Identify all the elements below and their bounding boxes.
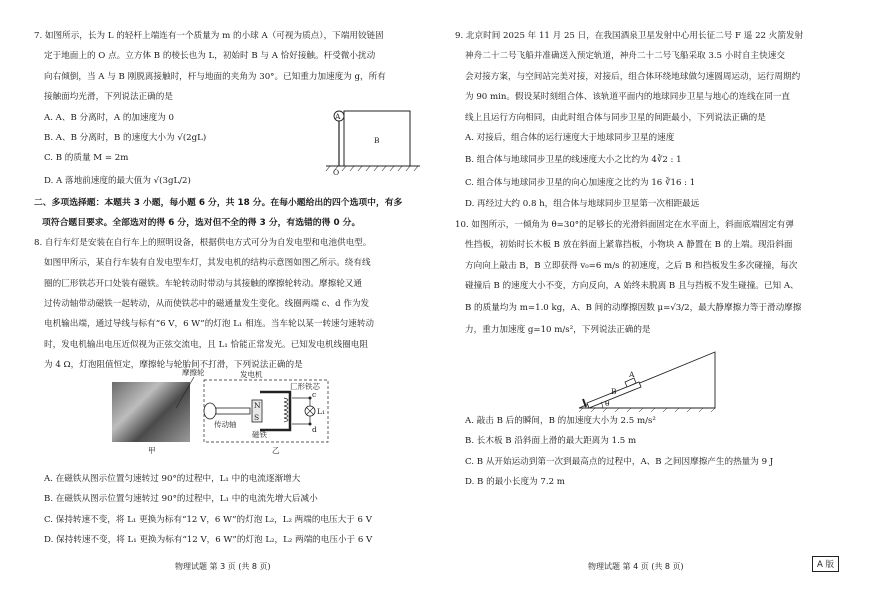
- q9-stem-line: 为 90 min。假设某时刻组合体、该轨道平面内的地球同步卫星与地心的连线在同一直: [465, 92, 791, 103]
- q9-stem-line: 9. 北京时间 2025 年 11 月 25 日，在我国酒泉卫星发射中心用长征二号 F 遥 22 火箭发射: [455, 31, 804, 41]
- q8-option-b: B. 在磁铁从图示位置匀速转过 90°的过程中，L₁ 中的电流先增大后减小: [44, 494, 318, 505]
- q7-option-a: A. A、B 分离时，A 的加速度为 0: [44, 112, 174, 123]
- q8-stem-line: 为 4 Ω，灯泡阻值恒定，摩擦轮与轮胎间不打滑，下列说法正确的是: [44, 360, 303, 371]
- q8-stem-line: 过传动轴带动磁铁一起转动，从而使铁芯中的磁通量发生变化。线圈两端 c、d 作为发: [44, 299, 370, 310]
- q8-stem-line: 圈的匚形铁芯开口处装有磁铁。车轮转动时带动与其接触的摩擦轮转动。摩擦轮又通: [44, 278, 362, 289]
- label-n-pole: N: [254, 401, 261, 410]
- q8-stem-line: 8. 自行车灯是安装在自行车上的照明设备，根据供电方式可分为自发电型和电池供电型。: [34, 237, 372, 248]
- q10-option-c: C. B 从开始运动到第一次到最高点的过程中，A、B 之间因摩擦产生的热量为 9 J: [465, 456, 774, 467]
- q7-option-b: B. A、B 分离时，B 的速度大小为 √(2gL): [44, 133, 207, 144]
- right-page: [455, 26, 847, 493]
- label-shaft: 传动轴: [214, 420, 237, 429]
- section-2-line: 二、多项选择题：本题共 3 小题，每小题 6 分，共 18 分。在每小题给出的四个选项中，有多: [34, 197, 403, 208]
- q7-stem-line: 接触面均光滑，下列说法正确的是: [44, 92, 173, 103]
- section-2-line: 项符合题目要求。全部选对的得 6 分，选对但不全的得 3 分，有选错的得 0 分。: [42, 217, 361, 228]
- q10-stem-line: 力，重力加速度 g=10 m/s²，下列说法正确的是: [465, 325, 651, 336]
- label-core: 匚形铁芯: [290, 382, 320, 391]
- q9-option-c: C. 组合体与地球同步卫星的向心加速度之比约为 16 ∛16 : 1: [465, 178, 696, 189]
- footer-page-3: 物理试题 第 3 页 (共 8 页): [175, 562, 271, 571]
- section-2-heading: [34, 193, 426, 233]
- q7-option-c: C. B 的质量 M = 2m: [44, 153, 129, 164]
- q8-stem-line: 如图甲所示，某自行车装有自发电型车灯，其发电机的结构示意图如图乙所示。绕有线: [44, 258, 371, 269]
- q9-option-a: A. 对接后，组合体的运行速度大于地球同步卫星的速度: [465, 133, 675, 144]
- q10-option-b: B. 长木板 B 沿斜面上滑的最大距离为 1.5 m: [465, 436, 637, 447]
- footer-page-4: 物理试题 第 4 页 (共 8 页): [588, 562, 684, 571]
- incline-diagram: [575, 346, 725, 414]
- q8-stem-line: 时，发电机输出电压近似视为正弦交流电，且 L₁ 恰能正常发光。已知发电机线圈电阻: [44, 339, 368, 350]
- q8-option-d: D. 保持转速不变，将 L₁ 更换为标有“12 V，6 W”的灯泡 L₂，L₂ 两端的电压小于 6 V: [44, 534, 373, 545]
- q10-stem-line: 方向向上敲击 B，B 立即获得 v₀=6 m/s 的初速度，之后 B 和挡板发生多次碰撞，每次: [465, 260, 798, 271]
- q8-stem-line: 电机输出端，通过导线与标有“6 V，6 W”的灯泡 L₁ 相连。当车轮以某一转速匀速转动: [44, 319, 375, 330]
- q10-label-a: A: [629, 370, 635, 379]
- q7-label-b: B: [374, 136, 380, 145]
- q10-stem-line: 10. 如图所示，一倾角为 θ=30°的足够长的光滑斜面固定在水平面上，斜面底端固定有弹: [455, 219, 794, 230]
- q9-option-b: B. 组合体与地球同步卫星的线速度大小之比约为 4∛2 : 1: [465, 155, 682, 166]
- label-yi: 乙: [272, 446, 280, 455]
- q7-stem-line: 定于地面上的 O 点。立方体 B 的棱长也为 L，初始时 B 与 A 恰好接触。杆受微小扰动: [44, 51, 376, 62]
- q9-option-d: D. 再经过大约 0.8 h，组合体与地球同步卫星第一次相距最远: [465, 199, 700, 210]
- label-l1: L₁: [317, 407, 325, 416]
- q10-option-d: D. B 的最小长度为 7.2 m: [465, 477, 565, 488]
- q7-label-a: A: [335, 112, 341, 121]
- q10-stem-line: B 的质量均为 m=1.0 kg，A、B 间的动摩擦因数 μ=√3/2，最大静摩擦力等于滑动摩擦: [465, 303, 802, 314]
- q7-stem-line: 7. 如图所示，长为 L 的轻杆上端连有一个质量为 m 的小球 A（可视为质点），下端用铰链固: [34, 31, 384, 41]
- q10-stem-line: 性挡板，初始时长木板 B 放在斜面上紧靠挡板，小物块 A 静置在 B 的上端。现沿斜面: [465, 240, 793, 251]
- label-c: c: [312, 390, 317, 399]
- label-d: d: [312, 425, 317, 434]
- q10-label-b: B: [611, 387, 617, 396]
- q7-figure: [322, 108, 422, 176]
- q8-option-c: C. 保持转速不变，将 L₁ 更换为标有“12 V，6 W”的灯泡 L₂，L₂ 两端的电压大于 6 V: [44, 514, 372, 525]
- label-generator: 发电机: [240, 370, 263, 379]
- q10-option-a: A. 敲击 B 后的瞬间，B 的加速度大小为 2.5 m/s²: [465, 415, 656, 426]
- question-9: [455, 26, 847, 215]
- label-s-pole: S: [254, 413, 260, 422]
- label-jia: 甲: [148, 446, 156, 455]
- q7-stem-line: 向右倾倒，当 A 与 B 刚脱离接触时，杆与地面的夹角为 30°。已知重力加速度为 g，所有: [44, 71, 386, 82]
- q10-label-theta: θ: [605, 399, 610, 408]
- label-magnet: 磁铁: [252, 430, 267, 439]
- q7-label-o: O: [333, 168, 340, 177]
- q9-stem-line: 神舟二十二号飞船并准确送入预定轨道，神舟二十二号飞船采取 3.5 小时自主快速交: [465, 51, 785, 62]
- label-friction-wheel: 摩擦轮: [182, 368, 205, 377]
- version-badge: A 版: [812, 556, 839, 572]
- q8-option-a: A. 在磁铁从图示位置匀速转过 90°的过程中，L₁ 中的电流逐渐增大: [44, 473, 301, 484]
- left-page: [34, 26, 426, 550]
- q9-stem-line: 线上且运行方向相同，由此时组合体与同步卫星的间距最小，下列说法正确的是: [465, 112, 766, 123]
- q10-stem-line: 碰撞后 B 的速度大小不变，方向反向，A 始终未脱离 B 且与挡板不发生碰撞。已知 A、: [465, 281, 799, 292]
- q8-figure: [112, 368, 352, 460]
- q9-stem-line: 会对接方案，与空间站完美对接，对接后，组合体环绕地球做匀速圆周运动，运行周期约: [465, 71, 801, 82]
- q7-option-d: D. A 落地前速度的最大值为 √(3gL/2): [44, 175, 191, 186]
- q10-figure: [575, 346, 725, 414]
